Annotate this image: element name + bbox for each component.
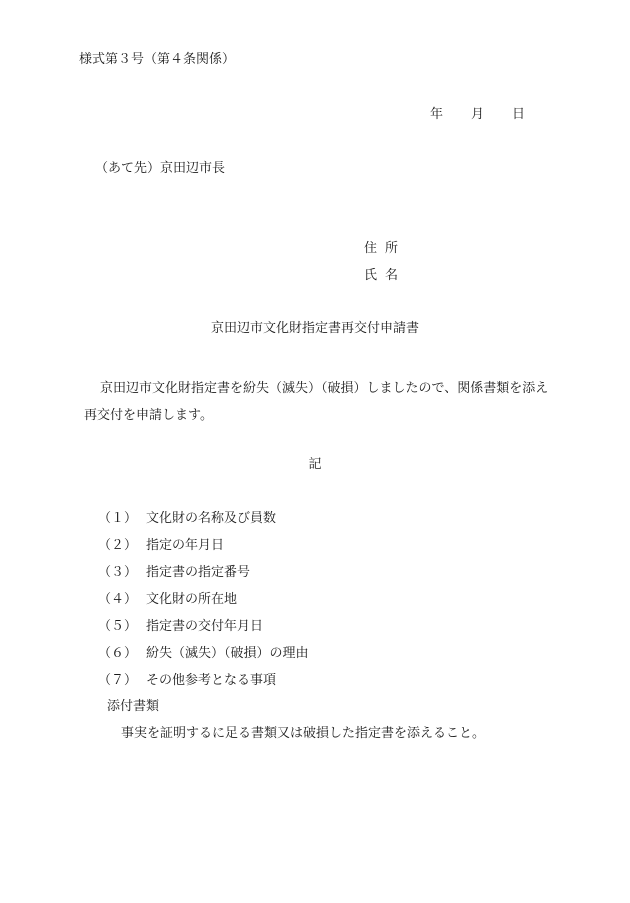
address-label: 住所 [364, 241, 407, 256]
form-number: 様式第３号（第４条関係） [79, 52, 236, 67]
list-item [98, 646, 309, 662]
date-year-label: 年 [430, 107, 444, 122]
list-item [98, 619, 263, 635]
date-month-label: 月 [471, 107, 485, 122]
date-line [430, 107, 525, 123]
list-item-text: 文化財の所在地 [146, 592, 238, 607]
date-day-label: 日 [512, 107, 526, 122]
document-title: 京田辺市文化財指定書再交付申請書 [210, 321, 419, 336]
ki-heading: 記 [308, 457, 322, 472]
attachments-title: 添付書類 [107, 699, 160, 714]
list-item-number: （６） [98, 646, 138, 661]
list-item-text: 指定書の交付年月日 [146, 619, 264, 634]
list-item [98, 565, 250, 581]
list-item-number: （４） [98, 592, 138, 607]
list-item-text: 指定の年月日 [146, 538, 225, 553]
list-item-text: 文化財の名称及び員数 [146, 511, 277, 526]
body-paragraph: 京田辺市文化財指定書を紛失（滅失）（破損）しましたので、関係書類を添え再交付を申請します。 [84, 381, 549, 423]
list-item-number: （１） [98, 511, 138, 526]
list-item [98, 511, 276, 527]
list-item-text: 指定書の指定番号 [146, 565, 251, 580]
list-item-number: （３） [98, 565, 138, 580]
list-item-text: その他参考となる事項 [146, 673, 277, 688]
list-item-number: （７） [98, 673, 138, 688]
addressee: （あて先）京田辺市長 [95, 161, 226, 176]
name-label: 氏名 [364, 268, 407, 283]
list-item [98, 673, 276, 689]
list-item-text: 紛失（滅失）（破損）の理由 [146, 646, 309, 661]
list-item-number: （５） [98, 619, 138, 634]
list-item [98, 538, 224, 554]
attachments-text: 事実を証明するに足る書類又は破損した指定書を添えること。 [121, 726, 486, 741]
list-item [98, 592, 237, 608]
list-item-number: （２） [98, 538, 138, 553]
